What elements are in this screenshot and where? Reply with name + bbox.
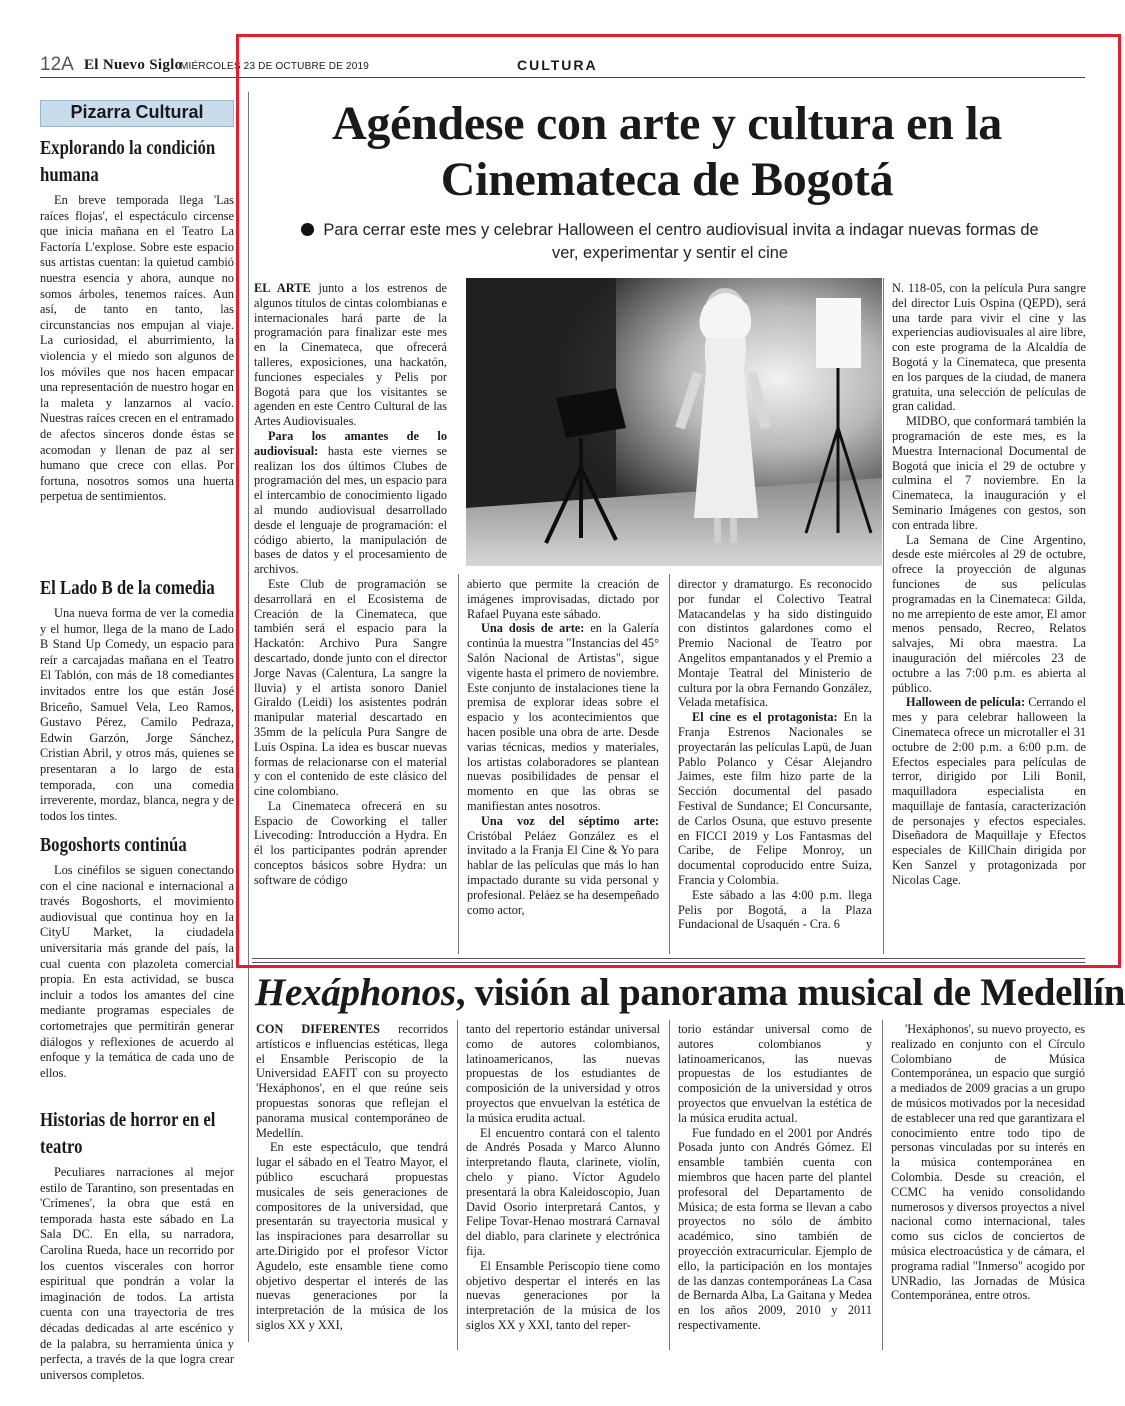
sidebar-item-body: En breve temporada llega 'Las raíces flojas', el espectáculo circense que inicia mañana en el Teatro La Factoría L'explose. Sobre este espacio sus artistas cuentan: la quietud cambió nuestra esencia y ahora, aunque no somos árboles, tenemos raíces. Aun así, de tanto en tanto, las circunstancias nos empujan al viaje. La curiosidad, el aburrimiento, la violencia y el miedo son algunos de los móviles que nos hacen empacar una representación de nuestro hogar en la maleta y lanzarnos al vacío. Nuestras raíces crecen en el entramado de afectos sinceros donde éstas se acomodan y llenan de paz al ser humano que crece con ellas. Por fortuna, nosotros somos una huerta perpetua de sentimientos. (40, 193, 234, 504)
paragraph-text: Fue fundado en el 2001 por Andrés Posada junto con Andrés Gómez. El ensamble también cuenta con miembros que hacen parte del plantel profesoral del Departamento de Música; de esta forma se llevan a cabo proyectos no sólo de ámbito académico, sino también de proyección extracurricular. Ejemplo de ello, la participación en los montajes de las danzas contemporáneas La Casa de Bernarda Alba, La Gaitana y Medea en los años 2009, 2010 y 2011 respectivamente. (678, 1125, 872, 1332)
second-article-column-4 (891, 1022, 1085, 1352)
second-article-column-3 (678, 1022, 872, 1352)
main-article-column-2 (467, 577, 659, 951)
second-article-column-1 (256, 1022, 448, 1352)
second-article-column-2 (466, 1022, 660, 1352)
paragraph-text: 'Hexáphonos', su nuevo proyecto, es realizado en conjunto con el Círculo Colombiano de Música Contemporánea, un espacio que surgió a mediados de 2009 gracias a un grupo de músicos motivados por la necesidad de establecer una red que garantizara el conocimiento entre todo tipo de personas vinculadas por su interés en la música contemporánea en Colombia. Desde su creación, el CCMC ha venido consolidando numerosos y diversos proyectos a nivel nacional como internacional, tales como sus ciclos de conciertos de música electroacústica y de cámara, el programa radial "Inmerso" acogido por UNRadio, las Jornadas de Música Contemporánea, entre otros. (891, 1022, 1085, 1303)
headline-italic: Hexáphonos (255, 971, 456, 1014)
paragraph-text: La Cinemateca ofrecerá en su Espacio de Coworking el taller Livecoding: Introducción a Hydra. En él los participantes podrán aprender conceptos básicos sobre Hydra: un software de código (254, 798, 447, 887)
column-divider (882, 1020, 883, 1350)
second-headline (255, 970, 1125, 1016)
main-headline: Agéndese con arte y cultura en la Cinemateca de Bogotá (332, 97, 1002, 206)
page-number: 12A (40, 54, 74, 75)
main-deck (290, 219, 1050, 265)
paragraph-text: junto a los estrenos de algunos títulos de cintas colombianas e internacionales hará parte de la programación para finalizar este mes en la Cinemateca, que ofrecerá talleres, exposiciones, una hackatón, funciones especiales y Pelis por Bogotá para que los visitantes se agenden en este Centro Cultural de las Artes Audiovisuales. (254, 281, 447, 429)
paragraph-text: en la Galería continúa la muestra "Instancias del 45° Salón Nacional de Artistas", sigue vigente hasta el primero de noviembre. Este conjunto de instalaciones tiene la premisa de explorar ideas sobre el espacio y los acontecimientos que hacen posible una obra de arte. Desde varias técnicas, medios y materiales, los artistas colaboradores se plantean nuevas posibilidades de pensar el momento en que las obras se manifiestan antes nosotros. (467, 621, 659, 813)
sidebar-item-title: El Lado B de la comedia (40, 578, 215, 599)
paragraph-text: tanto del repertorio estándar universal como de autores colombianos, latinoamericanos, las nuevas propuestas de los estudiantes de composición de la universidad y otros proyectos que envuelvan la estética de la música erudita actual. (466, 1022, 660, 1125)
paragraph-text: abierto que permite la creación de imágenes improvisadas, dictado por Rafael Puyana este sábado. (467, 577, 659, 621)
column-divider (883, 278, 884, 954)
paragraph-text: hasta este viernes se realizan los dos últimos Clubes de programación del mes, un espacio para el intercambio de conocimiento ligado al mundo audiovisual desarrollado desde el lenguaje de programación: el código abierto, la manipulación de bases de datos y el procesamiento de archivos. (254, 443, 447, 577)
sidebar-item-title: Historias de horror en el teatro (40, 1110, 216, 1158)
main-article-column-3 (678, 577, 872, 951)
paragraph (678, 1022, 872, 1126)
paragraph (891, 1022, 1085, 1303)
bullet-icon (301, 223, 314, 236)
column-divider (669, 1020, 670, 1350)
article-separator (252, 958, 1085, 959)
paragraph-text: La Semana de Cine Argentino, desde este miércoles al 29 de octubre, ofrece la proyección de algunas funciones de sus películas programadas en la Cinemateca: Gilda, no me arrepiento de este amor, El amor menos pensado, Recreo, Relatos salvajes, Mi obra maestra. La inauguración del miércoles 23 de octubre a las 7:00 p.m. es abierta al público. (892, 532, 1086, 695)
lead-in: CON DIFERENTES (256, 1022, 381, 1036)
main-article-column-4 (892, 281, 1086, 951)
paragraph (892, 281, 1086, 414)
article-photo-image (466, 278, 882, 566)
article-separator (252, 962, 1085, 963)
sidebar-tag: Pizarra Cultural (40, 100, 234, 127)
paragraph-text: Este sábado a las 4:00 p.m. llega Pelis por Bogotá, a la Plaza Fundacional de Usaquén - Cra. 6 (678, 887, 872, 932)
paragraph (254, 577, 447, 799)
lead-in: Una voz del séptimo arte: (481, 813, 659, 828)
lead-in: Para los amantes de lo audiovisual: (254, 428, 447, 458)
paragraph (678, 1126, 872, 1333)
paragraph (678, 577, 872, 710)
main-article-column-1 (254, 281, 447, 951)
paragraph (254, 799, 447, 888)
paragraph-text: torio estándar universal como de autores colombianos y latinoamericanos, las nuevas propuestas de los estudiantes de composición de la universidad y otros proyectos que envuelvan la estética de la música erudita actual. (678, 1022, 872, 1125)
deck-text: Para cerrar este mes y celebrar Halloween el centro audiovisual invita a indagar nuevas formas de ver, experimentar y sentir el cine (323, 221, 1039, 262)
paragraph-text: En la Franja Estrenos Nacionales se proyectarán las películas Lapü, de Juan Pablo Polanco y César Alejandro Jaimes, este film hizo parte de la Sección documental del pasado Festival de Sundance; El Concursante, de Carlos Osuna, que estuvo presente en FICCI 2019 y Los Fantasmas del Caribe, de Felipe Monroy, un documental coproducido entre Suiza, Francia y Colombia. (678, 710, 872, 887)
paragraph-text: director y dramaturgo. Es reconocido por fundar el Colectivo Teatral Matacandelas y ha sido distinguido con distintos galardones como el Premio Nacional de Teatro por Angelitos empantanados y el Premio a Montaje Teatral del Ministerio de cultura por la obra Fernando González, Velada metafísica. (678, 577, 872, 710)
paragraph (254, 281, 447, 429)
sidebar-item-body: Peculiares narraciones al mejor estilo de Tarantino, son presentadas en 'Crímenes', la obra que está en temporada hasta este sábado en La Sala DC. En ella, su narradora, Carolina Rueda, hace un recorrido por los cuentos viscerales con horror espiritual que pondrán a volar la imaginación de todos. La artista cuenta con una trayectoria de tres décadas dedicadas al arte escénico y de la palabra, su herramienta única y perfecta, a través de la que logra crear universos completos. (40, 1165, 234, 1382)
paragraph (892, 533, 1086, 696)
paragraph (256, 1022, 448, 1140)
issue-date: MIÉRCOLES 23 DE OCTUBRE DE 2019 (180, 61, 370, 72)
newspaper-name: El Nuevo Siglo (84, 57, 183, 73)
sidebar-item-title: Explorando la condición humana (40, 138, 216, 186)
paragraph-text: N. 118-05, con la película Pura sangre del director Luis Ospina (QEPD), será una tarde para vivir el cine y las experiencias audiovisuales al aire libre, con este programa de la Alcaldía de Bogotá y la Cinemateca, que presenta en los parques de la ciudad, de manera gratuita, una selección de películas de gran calidad. (892, 281, 1086, 414)
paragraph (678, 888, 872, 932)
sidebar-pizarra-cultural (40, 100, 234, 1382)
paragraph (467, 577, 659, 621)
paragraph-text: El Ensamble Periscopio tiene como objetivo despertar el interés en las nuevas generaciones por la interpretación de la música de los siglos XX y XXI, tanto del reper- (466, 1258, 660, 1332)
paragraph (466, 1022, 660, 1126)
paragraph (892, 414, 1086, 532)
section-name: CULTURA (517, 57, 598, 73)
paragraph (256, 1140, 448, 1332)
paragraph-text: Cristóbal Peláez González es el invitado a la Franja El Cine & Yo para hablar de las películas que más lo han impactado durante su vida personal y profesional. Peláez se ha desempeñado como actor, (467, 828, 659, 917)
paragraph (467, 621, 659, 813)
paragraph-text: recorridos artísticos e influencias estéticas, llega el Ensamble Periscopio de la Universidad EAFIT con su proyecto 'Hexáphonos', en el que reúne seis propuestas sonoras que reflejan el panorama musical contemporáneo de Medellín. (256, 1022, 448, 1140)
paragraph (678, 710, 872, 888)
paragraph (467, 814, 659, 918)
paragraph (466, 1126, 660, 1259)
lead-in: El cine es el protagonista: (692, 710, 838, 725)
paragraph (254, 429, 447, 577)
column-divider (669, 574, 670, 954)
article-photo (466, 278, 882, 566)
column-divider (457, 1020, 458, 1350)
paragraph-text: Este Club de programación se desarrollará en el Ecosistema de Creación de la Cinemateca, que también será el espacio para la Hackatón: Archivo Pura Sangre descartado, donde junto con el director Jorge Navas (Calentura, La sangre la lluvia) y el artista sonoro Daniel Giraldo (Leidi) los asistentes podrán manipular material descartado en 35mm de la película Pura Sangre de Luis Ospina. La idea es buscar nuevas formas de relacionarse con el material y con el contenido de este clásico del cine colombiano. (254, 576, 447, 799)
sidebar-item-title: Bogoshorts continúa (40, 835, 187, 856)
sidebar-item-body: Una nueva forma de ver la comedia y el humor, llega de la mano de Lado B Stand Up Comedy, un espacio para reír a carcajadas mañana en el Teatro El Tablón, con más de 18 comediantes invitados entre los que están José Briceño, Samuel Vela, Leo Ramos, Gustavo Pérez, Camilo Pedraza, Edwin Garzón, Jorge Sánchez, Cristian Abril, y otros más, quienes se presentaran a lo largo de esta temporada, con una comedia irreverente, mordaz, blanca, negra y de todos los tintes. (40, 606, 234, 823)
paragraph-text: En este espectáculo, que tendrá lugar el sábado en el Teatro Mayor, el público escuchará propuestas musicales de seis generaciones de compositores de la universidad, que presentarán su trayectoria musical y las inspiraciones para desarrollar su arte.Dirigido por el profesor Víctor Agudelo, este ensamble tiene como objetivo despertar el interés de las nuevas generaciones por la interpretación de la música de los siglos XX y XXI, (256, 1140, 448, 1332)
paragraph-text: El encuentro contará con el talento de Andrés Posada y Marco Alunno interpretando flauta, clarinete, violín, chelo y piano. Víctor Agudelo presentará la obra Kaleidoscopio, Juan David Osorio interpretará Cantos, y Felipe Tovar-Henao mostrará Carnaval del diablo, para clarinete y electrónica fija. (466, 1125, 660, 1258)
sidebar-item-body: Los cinéfilos se siguen conectando con el cine nacional e internacional a través Bogoshorts, el movimiento audiovisual que continua hoy en la CityU Market, la ciudadela universitaria más grande del país, la cual cuenta con plazoleta comercial propia. En esta actividad, se busca incluir a todos los amantes del cine mediante programas especiales de cortometrajes que permitirán generar diálogos y reflexiones de acuerdo al enfoque y la temática de cada uno de ellos. (40, 863, 234, 1080)
paragraph-text: MIDBO, que conformará también la programación de este mes, es la Muestra Internacional Documental de Bogotá que inicia el 29 de octubre y culmina el 7 noviembre. En la Cinemateca, la inauguración y el Seminario Imágenes con gestos, son con entrada libre. (892, 414, 1086, 532)
headline-text: , visión al panorama musical de Medellín (455, 971, 1125, 1014)
paragraph (466, 1259, 660, 1333)
lead-in: Halloween de película: (906, 695, 1026, 710)
column-divider (458, 574, 459, 954)
paragraph-text: Cerrando el mes y para celebrar halloween la Cinemateca ofrece un microtaller el 31 octubre de 2:00 p.m. a 6:00 p.m. de Efectos especiales para películas de terror, dirigido por Lili Bonil, maquilladora especialista en maquillaje de fantasía, caracterización de personajes y efectos especiales. Diseñadora de Maquillaje y Efectos especiales de KillChain dirigida por Ken Sanzel y protagonizada por Nicolas Cage. (892, 695, 1086, 887)
lead-in: EL ARTE (254, 281, 311, 295)
lead-in: Una dosis de arte: (481, 621, 585, 636)
paragraph (892, 695, 1086, 887)
